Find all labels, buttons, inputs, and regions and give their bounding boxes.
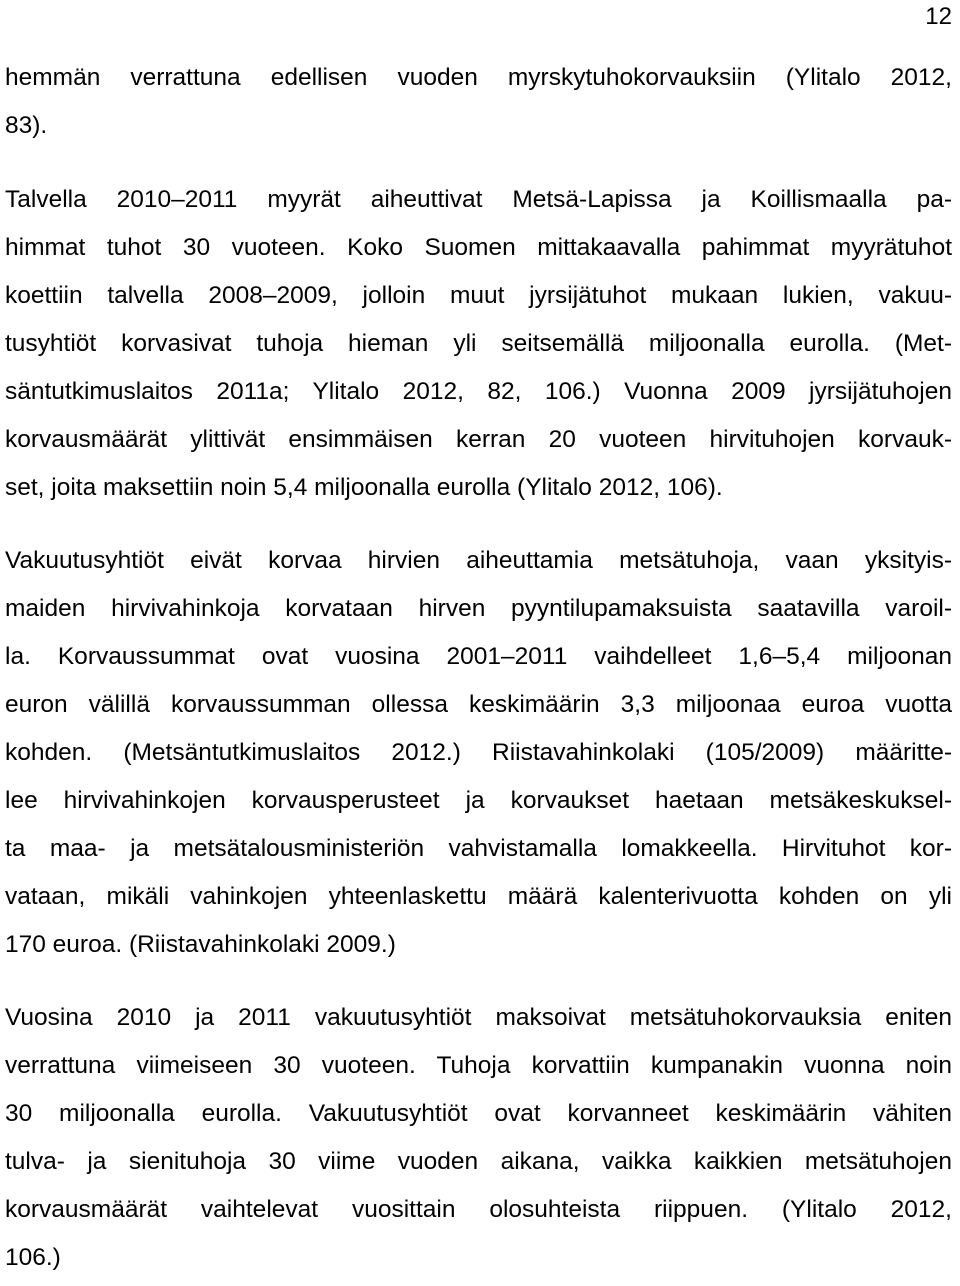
text-line: himmat tuhot 30 vuoteen. Koko Suomen mittakaavalla pahimmat myyrätuhot (5, 234, 952, 261)
text-line: 83). (5, 112, 48, 139)
page-number: 12 (925, 3, 952, 30)
text-line: tulva- ja sienituhoja 30 viime vuoden aikana, vaikka kaikkien metsätuhojen (5, 1148, 952, 1175)
text-line: ta maa- ja metsätalousministeriön vahvistamalla lomakkeella. Hirvituhot kor- (5, 835, 952, 862)
text-line: la. Korvaussummat ovat vuosina 2001–2011 vaihdelleet 1,6–5,4 miljoonan (5, 643, 952, 670)
text-line: euron välillä korvaussumman ollessa keskimäärin 3,3 miljoonaa euroa vuotta (5, 691, 952, 718)
text-line: kohden. (Metsäntutkimuslaitos 2012.) Riistavahinkolaki (105/2009) määritte- (5, 739, 952, 766)
text-line: hemmän verrattuna edellisen vuoden myrskytuhokorvauksiin (Ylitalo 2012, (5, 64, 952, 91)
text-line: verrattuna viimeiseen 30 vuoteen. Tuhoja korvattiin kumpanakin vuonna noin (5, 1052, 952, 1079)
text-line: korvausmäärät ylittivät ensimmäisen kerran 20 vuoteen hirvituhojen korvauk- (5, 426, 952, 453)
text-line: korvausmäärät vaihtelevat vuosittain olosuhteista riippuen. (Ylitalo 2012, (5, 1196, 952, 1223)
text-line: Vakuutusyhtiöt eivät korvaa hirvien aiheuttamia metsätuhoja, vaan yksityis- (5, 547, 952, 574)
text-line: 30 miljoonalla eurolla. Vakuutusyhtiöt ovat korvanneet keskimäärin vähiten (5, 1100, 952, 1127)
text-line: koettiin talvella 2008–2009, jolloin muut jyrsijätuhot mukaan lukien, vakuu- (5, 282, 952, 309)
text-line: 170 euroa. (Riistavahinkolaki 2009.) (5, 931, 396, 958)
text-line: 106.) (5, 1244, 61, 1271)
text-line: Vuosina 2010 ja 2011 vakuutusyhtiöt maksoivat metsätuhokorvauksia eniten (5, 1004, 952, 1031)
text-line: maiden hirvivahinkoja korvataan hirven pyyntilupamaksuista saatavilla varoil- (5, 595, 952, 622)
text-line: Talvella 2010–2011 myyrät aiheuttivat Metsä-Lapissa ja Koillismaalla pa- (5, 186, 952, 213)
text-line: säntutkimuslaitos 2011a; Ylitalo 2012, 82, 106.) Vuonna 2009 jyrsijätuhojen (5, 378, 952, 405)
text-line: set, joita maksettiin noin 5,4 miljoonalla eurolla (Ylitalo 2012, 106). (5, 474, 723, 501)
text-line: vataan, mikäli vahinkojen yhteenlaskettu määrä kalenterivuotta kohden on yli (5, 883, 952, 910)
text-line: tusyhtiöt korvasivat tuhoja hieman yli seitsemällä miljoonalla eurolla. (Met- (5, 330, 952, 357)
text-line: lee hirvivahinkojen korvausperusteet ja korvaukset haetaan metsäkeskuksel- (5, 787, 952, 814)
